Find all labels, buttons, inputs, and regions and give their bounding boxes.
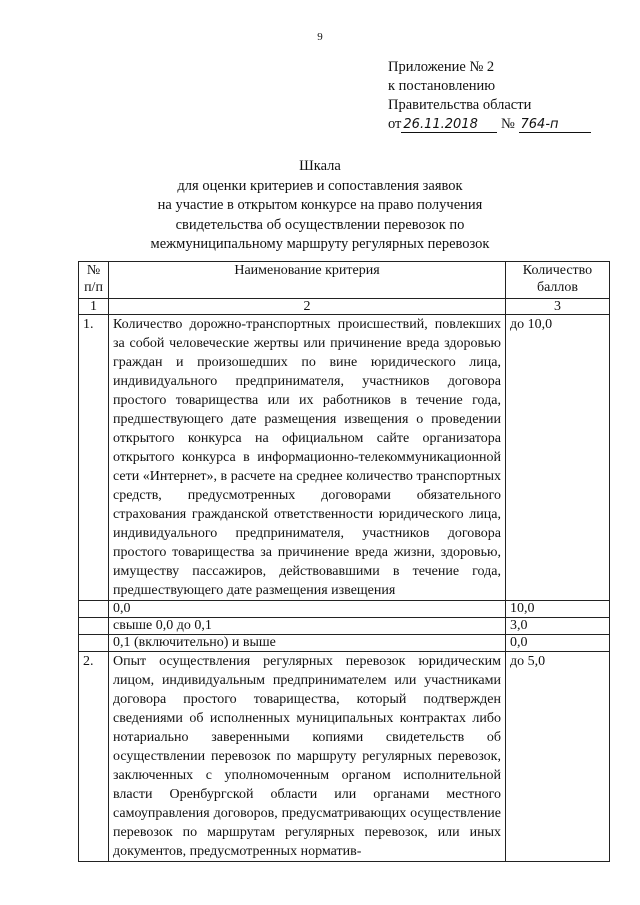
- subrow-label: 0,0: [109, 601, 506, 618]
- header-name: Наименование критерия: [109, 262, 506, 299]
- title-line-5: межмуниципальному маршруту регулярных перевозок: [150, 236, 490, 252]
- criterion-text: Опыт осуществления регулярных перевозок юридическим лицом, индивидуальным предпринимателем или участниками договора простого товарищества, который подтвержден сведениями об исполненных муниципальных контрактах либо нотариально заверенными копиями свидетельств об осуществлении перевозок по маршруту регулярных перевозок, заключенных с уполномоченным органом исполнительной власти Оренбургской области или органами местного самоуправления договоров, предусматривающих осуществление перевозок по маршрутам регулярных перевозок, или иных документов, предусмотренных норматив-: [109, 652, 506, 862]
- appendix-line-2: к постановлению: [388, 78, 496, 94]
- row-number: 1.: [79, 315, 109, 601]
- title-line-4: свидетельства об осуществлении перевозок по: [175, 216, 465, 233]
- title-line-1: Шкала: [299, 158, 341, 174]
- header-num: № п/п: [79, 262, 109, 299]
- page-number: 9: [317, 31, 323, 43]
- criterion-score: до 5,0: [506, 652, 610, 862]
- subrow-empty: [79, 635, 109, 652]
- table-index-row: [79, 299, 610, 315]
- subrow-value: 10,0: [506, 601, 610, 618]
- table-subrow: [79, 618, 610, 635]
- table-row: [79, 652, 610, 862]
- appendix-from: от: [388, 116, 402, 132]
- criteria-table: [78, 261, 610, 862]
- title-line-2: для оценки критериев и сопоставления заявок: [177, 177, 463, 194]
- criterion-score: до 10,0: [506, 315, 610, 601]
- subrow-label: свыше 0,0 до 0,1: [109, 618, 506, 635]
- criterion-text: Количество дорожно-транспортных происшествий, повлекших за собой человеческие жертвы или причинение вреда здоровью граждан и произошедших по вине юридического лица, индивидуального предпринимателя, участников договора простого товарищества или их работников в течение года, предшествующего дате размещения извещения о проведении открытого конкурса на официальном сайте организатора открытого конкурса в информационно-телекоммуникационной сети «Интернет», в расчете на среднее количество транспортных средств, предусмотренных договорами обязательного страхования гражданской ответственности юридического лица, индивидуального предпринимателя, участников договора простого товарищества за причинение вреда жизни, здоровью, имуществу пассажиров, действовавшими в течение года, предшествующего дате размещения извещения: [109, 315, 506, 601]
- subrow-label: 0,1 (включительно) и выше: [109, 635, 506, 652]
- title-line-3: на участие в открытом конкурсе на право получения: [157, 197, 483, 213]
- table-subrow: [79, 601, 610, 618]
- subrow-empty: [79, 601, 109, 618]
- handwritten-number: 764-п: [519, 117, 591, 133]
- appendix-line-3: Правительства области: [388, 97, 532, 113]
- subrow-value: 0,0: [506, 635, 610, 652]
- document-title: [0, 157, 640, 255]
- appendix-number-label: №: [501, 116, 515, 132]
- index-cell-3: 3: [506, 299, 610, 315]
- appendix-line-4: [388, 115, 591, 134]
- table-header-row: [79, 262, 610, 299]
- header-score: Количество баллов: [506, 262, 610, 299]
- subrow-empty: [79, 618, 109, 635]
- index-cell-2: 2: [109, 299, 506, 315]
- subrow-value: 3,0: [506, 618, 610, 635]
- table-subrow: [79, 635, 610, 652]
- index-cell-1: 1: [79, 299, 109, 315]
- appendix-line-1: Приложение № 2: [388, 59, 495, 75]
- appendix-block: [388, 58, 591, 134]
- handwritten-date: 26.11.2018: [401, 117, 497, 133]
- table-row: [79, 315, 610, 601]
- row-number: 2.: [79, 652, 109, 862]
